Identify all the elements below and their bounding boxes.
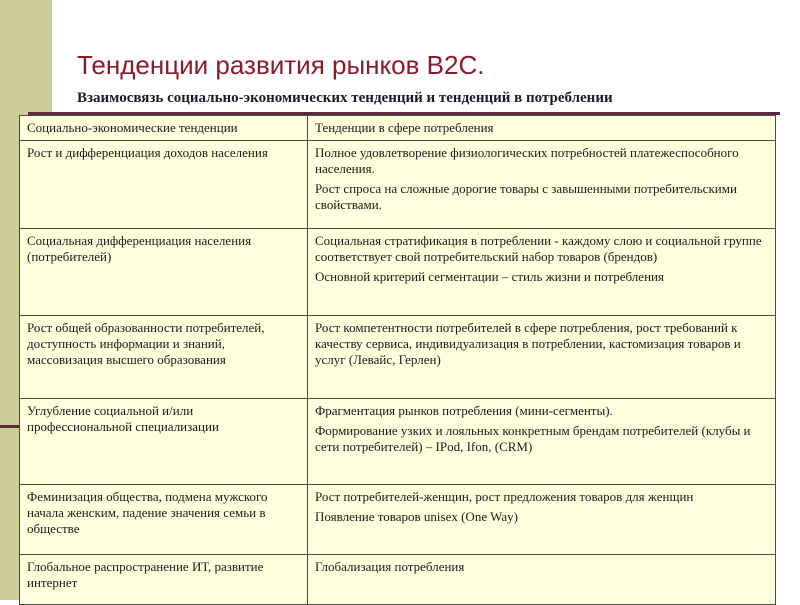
row-trend-cell: Углубление социальной и/или профессиональной специализации	[20, 399, 308, 485]
table-row	[20, 316, 776, 399]
consumption-item: Рост потребителей-женщин, рост предложения товаров для женщин	[315, 489, 694, 504]
consumption-item: Фрагментация рынков потребления (мини-сегменты).	[315, 403, 613, 418]
row-consumption-cell	[308, 316, 776, 399]
row-consumption-cell	[308, 229, 776, 316]
consumption-item: Рост компетентности потребителей в сфере потребления, рост требований к качеству сервиса, индивидуализация в потреблении, кастомизация товаров и услуг (Левайс, Герлен)	[315, 320, 741, 367]
row-trend-cell: Феминизация общества, подмена мужского начала женским, падение значения семьи в обществе	[20, 485, 308, 555]
slide-subtitle: Взаимосвязь социально-экономических тенденций и тенденций в потреблении	[77, 90, 613, 106]
header-cell-socioeconomic: Социально-экономические тенденции	[20, 116, 308, 141]
slide-title: Тенденции развития рынков В2С.	[77, 50, 485, 80]
consumption-item: Появление товаров unisex (One Way)	[315, 509, 518, 524]
table-row	[20, 229, 776, 316]
table-row	[20, 141, 776, 229]
row-trend-cell: Социальная дифференциация населения (потребителей)	[20, 229, 308, 316]
consumption-item: Основной критерий сегментации – стиль жизни и потребления	[315, 269, 664, 284]
consumption-item: Глобализация потребления	[315, 559, 465, 574]
table-row	[20, 399, 776, 485]
row-trend-cell: Глобальное распространение ИТ, развитие интернет	[20, 555, 308, 605]
row-consumption-cell	[308, 555, 776, 605]
row-consumption-cell	[308, 141, 776, 229]
header-cell-consumption: Тенденции в сфере потребления	[308, 116, 776, 141]
consumption-item: Социальная стратификация в потреблении - каждому слою и социальной группе соответствует свой потребительский набор товаров (брендов)	[315, 233, 762, 264]
row-consumption-cell	[308, 399, 776, 485]
consumption-item: Формирование узких и лояльных конкретным брендам потребителей (клубы и сети потребителей) – IPod, Ifon, (CRM)	[315, 423, 751, 454]
consumption-item: Полное удовлетворение физиологических потребностей платежеспособного населения.	[315, 145, 739, 176]
table-row	[20, 555, 776, 605]
trends-table	[19, 115, 776, 605]
consumption-item: Рост спроса на сложные дорогие товары с завышенными потребительскими свойствами.	[315, 181, 737, 212]
row-trend-cell: Рост общей образованности потребителей, доступность информации и знаний, массовизация высшего образования	[20, 316, 308, 399]
row-trend-cell: Рост и дифференциация доходов населения	[20, 141, 308, 229]
table-row	[20, 485, 776, 555]
row-consumption-cell	[308, 485, 776, 555]
table-header-row	[20, 116, 776, 141]
